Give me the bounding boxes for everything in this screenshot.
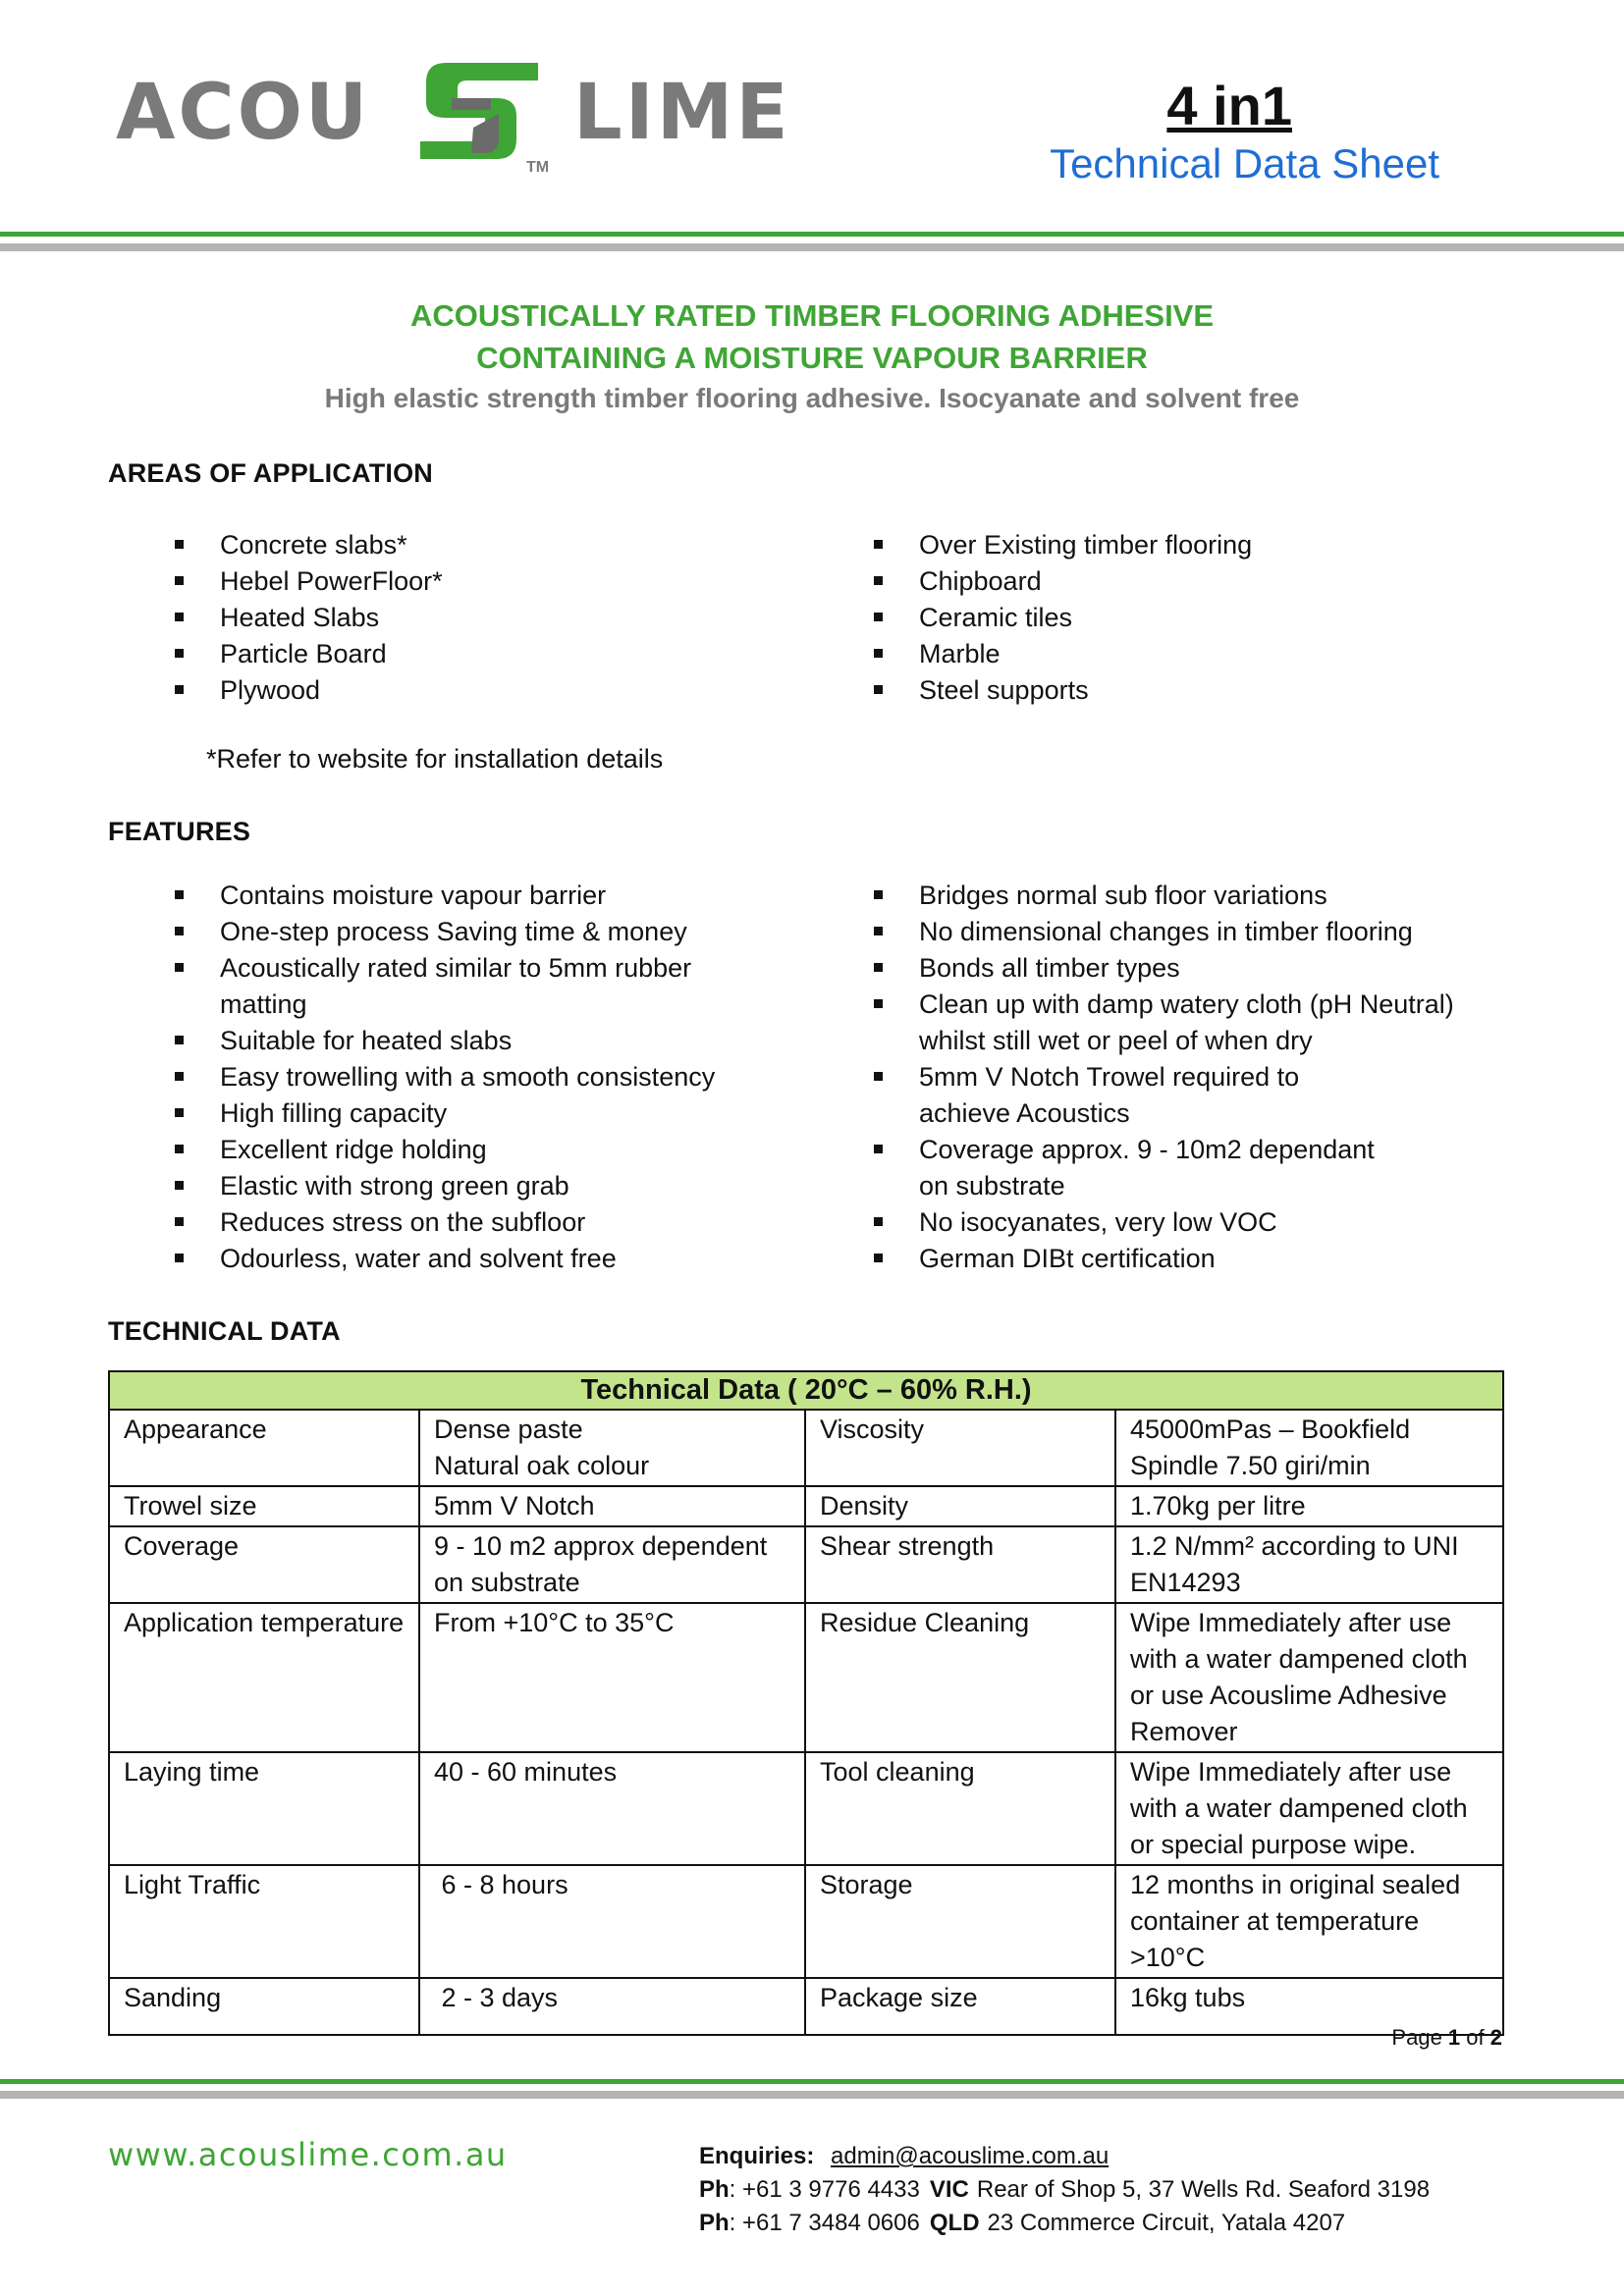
property-value: 1.2 N/mm² according to UNI EN14293 bbox=[1115, 1526, 1503, 1603]
list-item: Plywood bbox=[108, 672, 776, 709]
property-label: Application temperature bbox=[109, 1603, 419, 1752]
table-row bbox=[109, 1603, 1503, 1752]
trademark-label: TM bbox=[526, 159, 550, 176]
property-value: 9 - 10 m2 approx dependent on substrate bbox=[419, 1526, 805, 1603]
address-qld: 23 Commerce Circuit, Yatala 4207 bbox=[987, 2210, 1346, 2236]
property-label: Light Traffic bbox=[109, 1865, 419, 1978]
list-item: Coverage approx. 9 - 10m2 dependant on substrate bbox=[819, 1132, 1506, 1204]
bullet-square-icon bbox=[175, 685, 184, 694]
bullet-square-icon bbox=[175, 890, 184, 899]
bullet-square-icon bbox=[175, 1036, 184, 1044]
list-item: Particle Board bbox=[108, 636, 776, 672]
list-item: 5mm V Notch Trowel required to achieve Acoustics bbox=[819, 1059, 1506, 1132]
bullet-square-icon bbox=[874, 1072, 883, 1081]
property-value: 12 months in original sealed container at temperature >10°C bbox=[1115, 1865, 1503, 1978]
technical-data-table bbox=[108, 1370, 1504, 2036]
property-label: Sanding bbox=[109, 1978, 419, 2035]
company-logo bbox=[116, 57, 803, 185]
table-row bbox=[109, 1526, 1503, 1603]
bullet-square-icon bbox=[175, 540, 184, 549]
list-item: Concrete slabs* bbox=[108, 527, 776, 563]
header-divider-grey bbox=[0, 243, 1624, 251]
table-row bbox=[109, 1865, 1503, 1978]
property-value: 2 - 3 days bbox=[419, 1978, 805, 2035]
list-item: No dimensional changes in timber flooring bbox=[819, 914, 1506, 950]
property-value: 40 - 60 minutes bbox=[419, 1752, 805, 1865]
bullet-square-icon bbox=[874, 649, 883, 658]
property-label: Package size bbox=[805, 1978, 1115, 2035]
bullet-square-icon bbox=[175, 963, 184, 972]
property-label: Storage bbox=[805, 1865, 1115, 1978]
bullet-square-icon bbox=[874, 1145, 883, 1153]
list-item: Ceramic tiles bbox=[819, 600, 1506, 636]
list-item: Clean up with damp watery cloth (pH Neutral) whilst still wet or peel of when dry bbox=[819, 987, 1506, 1059]
table-row bbox=[109, 1410, 1503, 1486]
website-link[interactable]: www.acouslime.com.au bbox=[108, 2136, 508, 2173]
bullet-square-icon bbox=[874, 1254, 883, 1262]
bullet-square-icon bbox=[874, 1217, 883, 1226]
list-item: Bridges normal sub floor variations bbox=[819, 878, 1506, 914]
list-item: No isocyanates, very low VOC bbox=[819, 1204, 1506, 1241]
list-item: High filling capacity bbox=[108, 1095, 776, 1132]
property-label: Density bbox=[805, 1486, 1115, 1526]
address-vic: Rear of Shop 5, 37 Wells Rd. Seaford 3198 bbox=[976, 2176, 1431, 2203]
application-list-right bbox=[819, 527, 1506, 709]
application-list-left bbox=[108, 527, 776, 709]
list-item: Steel supports bbox=[819, 672, 1506, 709]
bullet-square-icon bbox=[874, 576, 883, 585]
section-heading-application: AREAS OF APPLICATION bbox=[108, 458, 434, 488]
state-vic: VIC bbox=[929, 2176, 969, 2203]
bullet-square-icon bbox=[175, 1108, 184, 1117]
list-item: German DIBt certification bbox=[819, 1241, 1506, 1277]
phone-vic: : +61 3 9776 4433 bbox=[729, 2176, 920, 2203]
bullet-square-icon bbox=[175, 613, 184, 621]
list-item: Over Existing timber flooring bbox=[819, 527, 1506, 563]
state-qld: QLD bbox=[929, 2210, 980, 2236]
bullet-square-icon bbox=[874, 963, 883, 972]
list-item: Excellent ridge holding bbox=[108, 1132, 776, 1168]
property-value: 5mm V Notch bbox=[419, 1486, 805, 1526]
bullet-square-icon bbox=[175, 649, 184, 658]
logo-text-acou: ACOU bbox=[116, 69, 371, 157]
main-title-line-1: ACOUSTICALLY RATED TIMBER FLOORING ADHESIVE bbox=[409, 298, 1215, 333]
property-label: Trowel size bbox=[109, 1486, 419, 1526]
bullet-square-icon bbox=[874, 540, 883, 549]
table-row bbox=[109, 1486, 1503, 1526]
property-value: 16kg tubs bbox=[1115, 1978, 1503, 2035]
list-item: Elastic with strong green grab bbox=[108, 1168, 776, 1204]
table-row bbox=[109, 1752, 1503, 1865]
list-item: Chipboard bbox=[819, 563, 1506, 600]
list-item: Suitable for heated slabs bbox=[108, 1023, 776, 1059]
page-number: Page 1 of 2 bbox=[1391, 2025, 1502, 2050]
property-label: Shear strength bbox=[805, 1526, 1115, 1603]
list-item: Reduces stress on the subfloor bbox=[108, 1204, 776, 1241]
property-value: From +10°C to 35°C bbox=[419, 1603, 805, 1752]
property-value: 6 - 8 hours bbox=[419, 1865, 805, 1978]
property-label: Appearance bbox=[109, 1410, 419, 1486]
list-item: Easy trowelling with a smooth consistency bbox=[108, 1059, 776, 1095]
list-item: Marble bbox=[819, 636, 1506, 672]
bullet-square-icon bbox=[175, 1254, 184, 1262]
logo-s-mark-icon bbox=[412, 59, 550, 163]
list-item: Heated Slabs bbox=[108, 600, 776, 636]
email-link[interactable]: admin@acouslime.com.au bbox=[831, 2143, 1110, 2169]
list-item: Contains moisture vapour barrier bbox=[108, 878, 776, 914]
footer-divider-green bbox=[0, 2079, 1624, 2084]
section-heading-features: FEATURES bbox=[108, 817, 251, 846]
property-label: Coverage bbox=[109, 1526, 419, 1603]
property-value: Dense paste Natural oak colour bbox=[419, 1410, 805, 1486]
property-label: Viscosity bbox=[805, 1410, 1115, 1486]
features-list-left bbox=[108, 878, 776, 1277]
list-item: Odourless, water and solvent free bbox=[108, 1241, 776, 1277]
bullet-square-icon bbox=[175, 1072, 184, 1081]
list-item: Bonds all timber types bbox=[819, 950, 1506, 987]
footer-divider-grey bbox=[0, 2091, 1624, 2099]
property-value: 45000mPas – Bookfield Spindle 7.50 giri/min bbox=[1115, 1410, 1503, 1486]
features-list-right bbox=[819, 878, 1506, 1277]
contact-block: Enquiries: admin@acouslime.com.au Ph: +61 3 9776 4433 VIC Rear of Shop 5, 37 Wells Rd. Seaford 3198 Ph: +61 7 3484 0606 QLD 23 Commerce Circuit, Yatala 4207 bbox=[699, 2143, 1431, 2236]
bullet-square-icon bbox=[874, 890, 883, 899]
table-row bbox=[109, 1978, 1503, 2035]
bullet-square-icon bbox=[175, 1181, 184, 1190]
main-title-line-2: CONTAINING A MOISTURE VAPOUR BARRIER bbox=[476, 341, 1148, 375]
bullet-square-icon bbox=[874, 927, 883, 935]
property-label: Laying time bbox=[109, 1752, 419, 1865]
property-label: Residue Cleaning bbox=[805, 1603, 1115, 1752]
property-value: Wipe Immediately after use with a water dampened cloth or special purpose wipe. bbox=[1115, 1752, 1503, 1865]
product-tagline: High elastic strength timber flooring adhesive. Isocyanate and solvent free bbox=[324, 383, 1300, 413]
logo-text-lime: LIME bbox=[573, 69, 791, 157]
table-title: Technical Data ( 20°C – 60% R.H.) bbox=[109, 1371, 1503, 1410]
bullet-square-icon bbox=[175, 927, 184, 935]
enquiries-label: Enquiries: bbox=[699, 2143, 815, 2169]
property-label: Tool cleaning bbox=[805, 1752, 1115, 1865]
product-name: 4 in1 bbox=[1166, 75, 1292, 136]
bullet-square-icon bbox=[175, 1145, 184, 1153]
bullet-square-icon bbox=[874, 613, 883, 621]
bullet-square-icon bbox=[175, 576, 184, 585]
document-type: Technical Data Sheet bbox=[1050, 140, 1439, 187]
header-divider-green bbox=[0, 232, 1624, 237]
list-item: Hebel PowerFloor* bbox=[108, 563, 776, 600]
installation-note: *Refer to website for installation details bbox=[206, 744, 664, 774]
section-heading-technical: TECHNICAL DATA bbox=[108, 1316, 341, 1346]
property-value: 1.70kg per litre bbox=[1115, 1486, 1503, 1526]
phone-qld: : +61 7 3484 0606 bbox=[729, 2210, 920, 2236]
list-item: One-step process Saving time & money bbox=[108, 914, 776, 950]
table-header-row bbox=[109, 1371, 1503, 1410]
bullet-square-icon bbox=[874, 685, 883, 694]
bullet-square-icon bbox=[175, 1217, 184, 1226]
list-item: Acoustically rated similar to 5mm rubber matting bbox=[108, 950, 776, 1023]
property-value: Wipe Immediately after use with a water dampened cloth or use Acouslime Adhesive Remover bbox=[1115, 1603, 1503, 1752]
bullet-square-icon bbox=[874, 999, 883, 1008]
